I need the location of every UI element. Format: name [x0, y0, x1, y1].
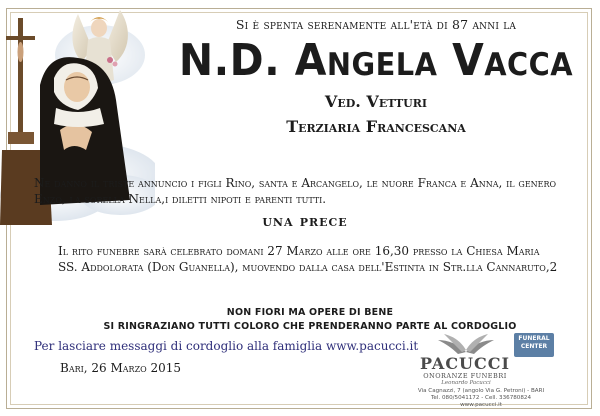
family-announcement: Ne danno il triste annuncio i figli Rino, santa e Arcangelo, le nuore Franca e Anna, il genero Enzo, la sorella Nella,i diletti nipoti e parenti tutti. [34, 176, 557, 206]
wing-emblem-icon [436, 332, 496, 354]
crucifix-icon [6, 18, 35, 144]
logo-subtitle: ONORANZE FUNEBRI [423, 372, 507, 380]
condolence-message [34, 339, 418, 353]
funeral-home-logo [396, 330, 574, 410]
logo-address: Via Cagnazzi, 7 (angolo Via G. Petroni) - BARI [417, 388, 545, 394]
logo-web[interactable]: www.pacucci.it [460, 402, 502, 408]
deceased-name: N.D. Angela Vacca [178, 35, 574, 86]
religious-order: Terziaria Francescana [286, 117, 466, 136]
funeral-details: Il rito funebre sarà celebrato domani 27 Marzo alle ore 16,30 presso la Chiesa Maria SS. Addolorata (Don Guanella), muovendo dalla casa dell'Estinta in Str.lla Cannaruto,2 [58, 244, 558, 274]
intro-line: Si è spenta serenamente all'età di 87 anni la [235, 17, 517, 32]
place-date: Bari, 26 Marzo 2015 [60, 361, 182, 375]
logo-phone: Tel. 080/5041172 - Cell. 336780824 [430, 395, 532, 401]
funeral-center-badge: FUNERAL CENTER [514, 333, 554, 357]
widow-of: Ved. Vetturi [324, 92, 428, 111]
logo-contact [386, 388, 576, 409]
logo-brand: PACUCCI [420, 354, 510, 373]
logo-signature: Leonardo Pacucci [441, 380, 491, 386]
condolence-text: Per lasciare messaggi di cordoglio alla famiglia [34, 339, 323, 353]
no-flowers-line: NON FIORI MA OPERE DI BENE [226, 307, 394, 318]
prayer-heading: una prece [262, 212, 348, 230]
condolence-link[interactable]: www.pacucci.it [325, 339, 419, 353]
thanks-line: SI RINGRAZIANO TUTTI COLORO CHE PRENDERANNO PARTE AL CORDOGLIO [103, 321, 517, 332]
